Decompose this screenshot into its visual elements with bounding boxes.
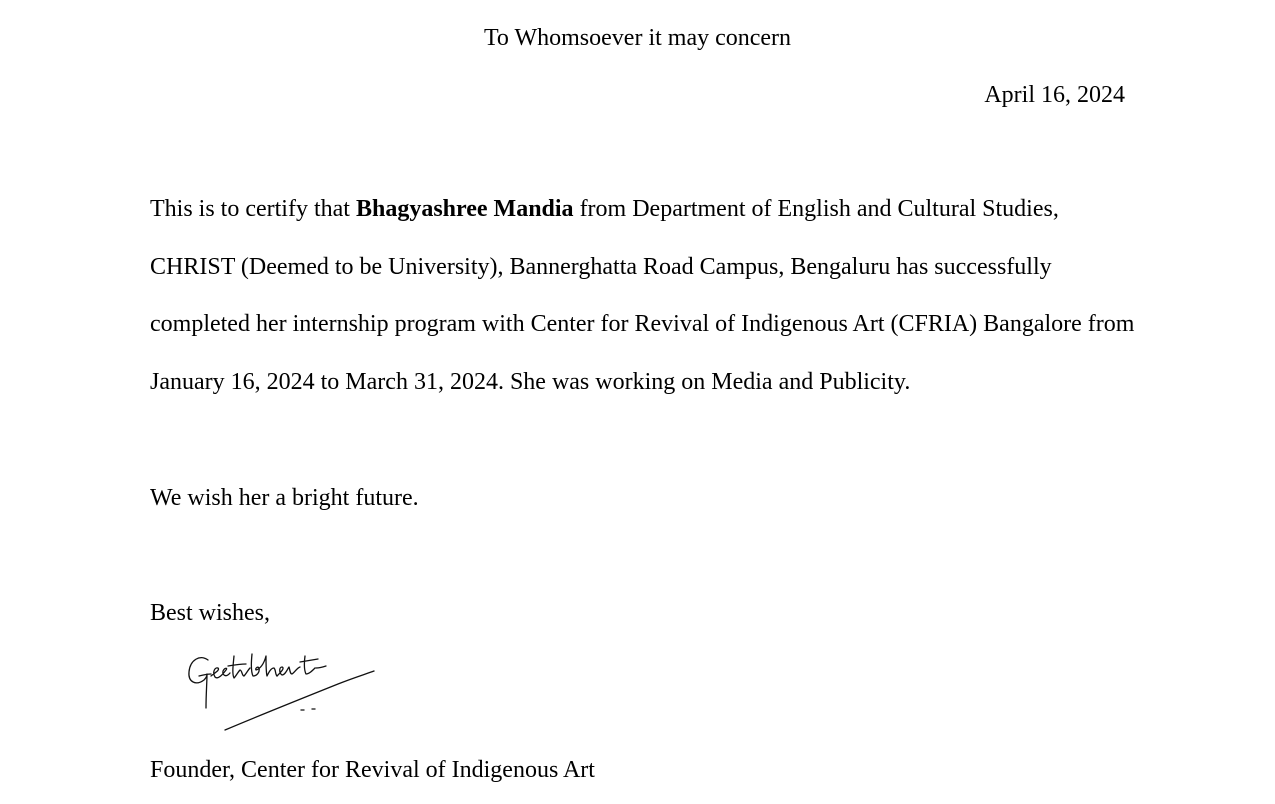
letter-body [150,181,1140,411]
handwritten-signature [178,646,383,736]
body-rest: from Department of English and Cultural Studies, CHRIST (Deemed to be University), Bannerghatta Road Campus, Bengaluru has successfully completed her internship program with Center for Revival of Indigenous Art (CFRIA) Bangalore from January 16, 2024 to March 31, 2024. She was working on Media and Publicity. [150,196,1135,395]
closing-wish: We wish her a bright future. [150,485,419,511]
closing-greeting: Best wishes, [150,600,270,626]
letter-salutation: To Whomsoever it may concern [483,25,792,51]
body-intro: This is to certify that [150,196,356,222]
signer-title: Founder, Center for Revival of Indigenous Art [150,757,595,783]
student-name: Bhagyashree Mandia [355,196,574,222]
letter-date: April 16, 2024 [984,82,1125,108]
